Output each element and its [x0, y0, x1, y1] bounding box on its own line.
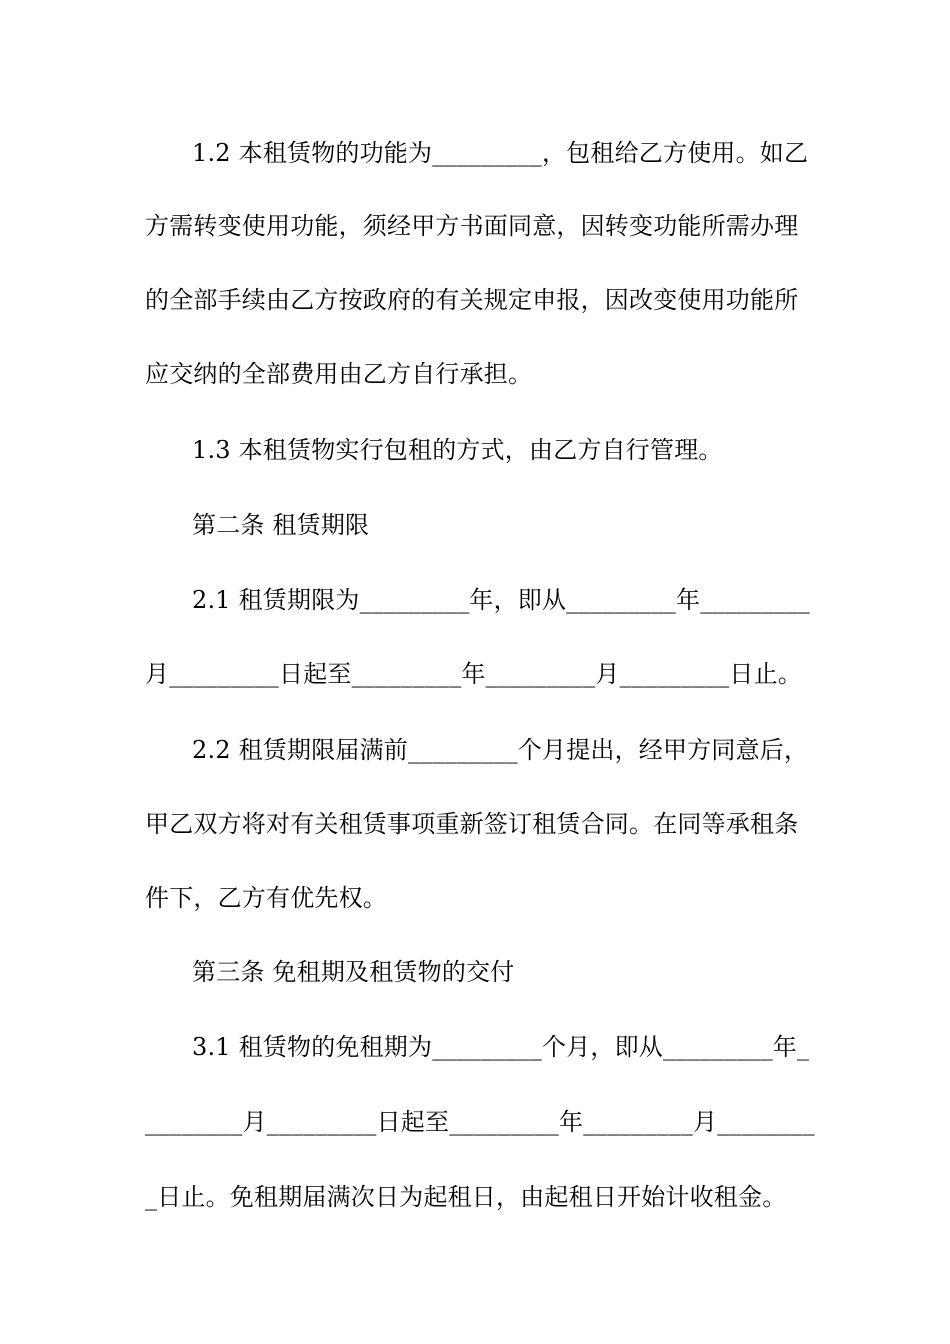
clause-1-2-line-2: 方需转变使用功能，须经甲方书面同意，因转变功能所需办理 — [145, 212, 799, 240]
clause-3-1-line-3: _日止。免租期届满次日为起租日，由起租日开始计收租金。 — [145, 1183, 787, 1211]
clause-2-2-line-2: 甲乙双方将对有关租赁事项重新签订租赁合同。在同等承租条 — [145, 810, 799, 838]
clause-2-1-line-1: 2.1 租赁期限为_________年，即从_________年_________ — [192, 586, 810, 614]
clause-1-2-line-3: 的全部手续由乙方按政府的有关规定申报，因改变使用功能所 — [145, 286, 799, 314]
clause-1-3-line-1: 1.3 本租赁物实行包租的方式，由乙方自行管理。 — [192, 436, 723, 464]
clause-1-2-line-1: 1.2 本租赁物的功能为_________，包租给乙方使用。如乙 — [192, 139, 809, 167]
clause-2-2-line-3: 件下，乙方有优先权。 — [145, 884, 387, 912]
article-3-heading: 第三条 免租期及租赁物的交付 — [192, 958, 515, 986]
article-2-heading: 第二条 租赁期限 — [192, 511, 370, 539]
clause-2-1-line-2: 月_________日起至_________年_________月_________日止。 — [145, 660, 802, 688]
clause-1-2-line-4: 应交纳的全部费用由乙方自行承担。 — [145, 360, 533, 388]
clause-2-2-line-1: 2.2 租赁期限届满前_________个月提出，经甲方同意后， — [192, 736, 809, 764]
clause-3-1-line-1: 3.1 租赁物的免租期为_________个月，即从_________年_ — [192, 1033, 810, 1061]
clause-3-1-line-2: ________月_________日起至_________年_________月________ — [145, 1108, 815, 1136]
